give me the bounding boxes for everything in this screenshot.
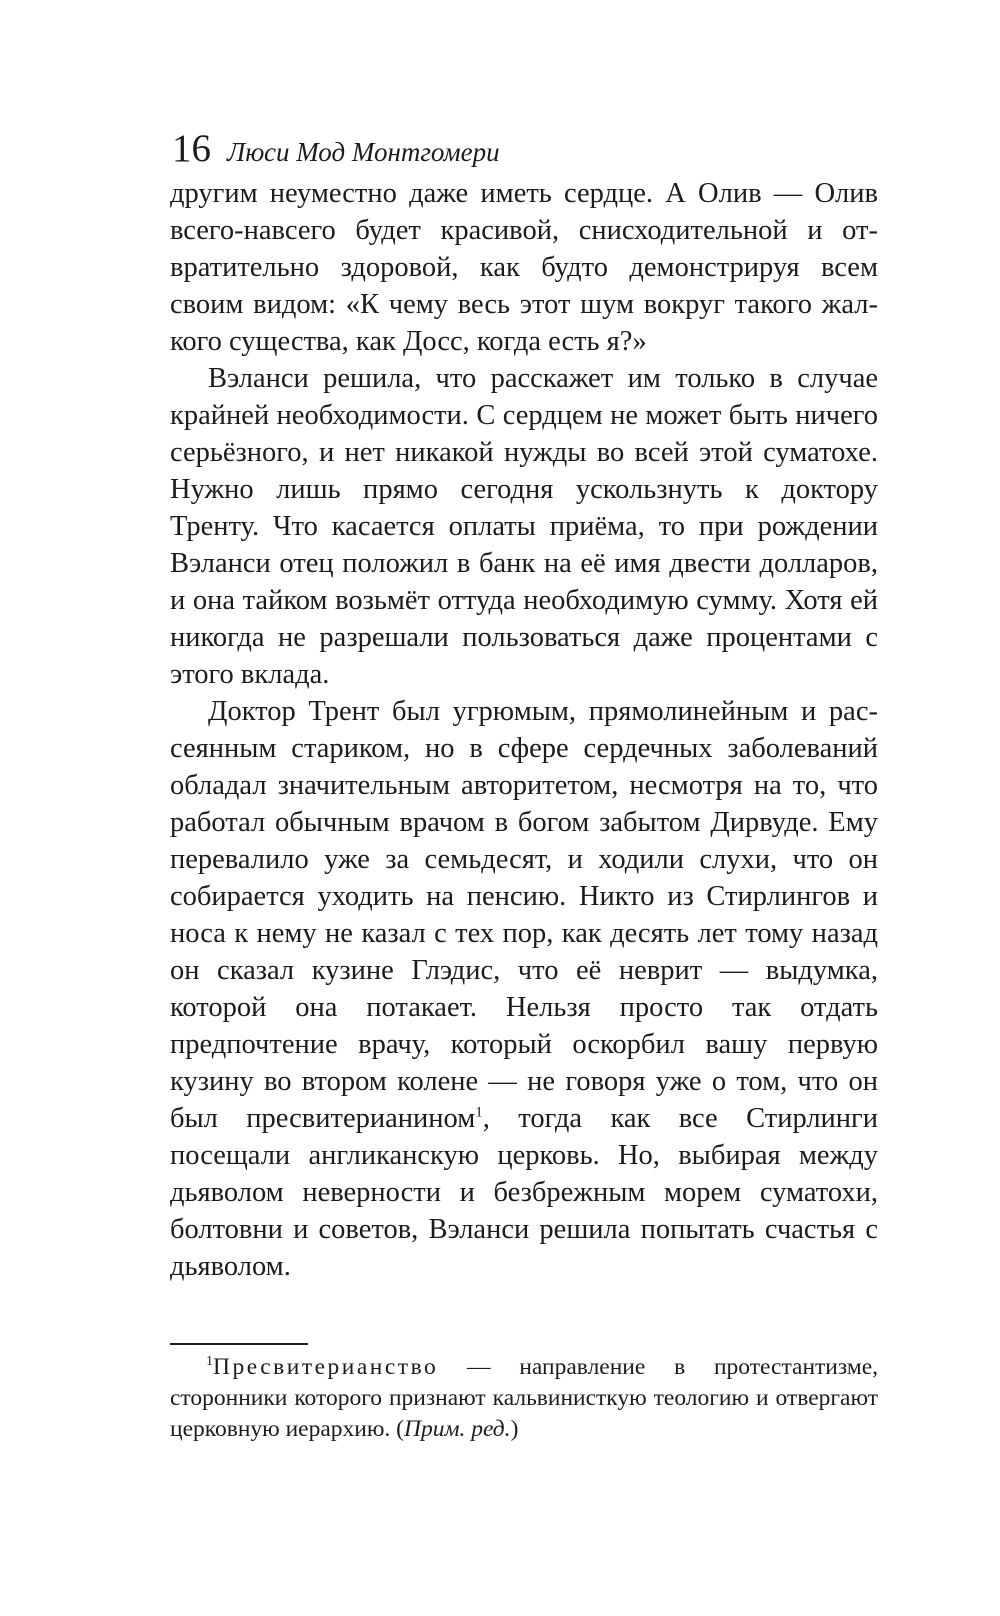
paragraph-1: другим неуместно даже иметь сердце. А Олив — Олив всего-навсего будет красивой, снисходительной и отвратительно здоровой, как будто демонстрируя всем своим видом: «К чему весь этот шум вокруг такого жалкого существа, как Досс, когда есть я?» bbox=[170, 178, 878, 357]
paragraph-2: Вэланси решила, что расскажет им только в случае крайней необходимости. С сердцем не может быть ничего серьёзного, и нет никакой нужды во всей этой суматохе. Нужно лишь прямо сегодня ускользнуть к доктору Тренту. Что касается оплаты приёма, то при рождении Вэланси отец положил в банк на её имя двести долларов, и она тайком возьмёт оттуда необходимую сумму. Хотя ей никогда не разрешали пользоваться даже процентами с этого вклада. bbox=[170, 363, 878, 690]
footnote bbox=[170, 1352, 878, 1445]
footnote-closing: ) bbox=[510, 1416, 519, 1442]
paragraph-3-text-after-note: , тогда как все Стирлинги посещали англиканскую церковь. Но, выбирая между дьяволом неверности и безбрежным морем суматохи, болтовни и советов, Вэланси решила попытать счастья с дьяволом. bbox=[170, 1103, 878, 1282]
paragraph-3 bbox=[170, 693, 878, 1285]
running-head bbox=[172, 124, 872, 174]
running-title-author: Люси Мод Монтгомери bbox=[227, 137, 500, 167]
footnote-text: — направление в протестантизме, сторонники которого признают кальвинисткую теологию и отвергают церковную иерархию. ( bbox=[170, 1354, 878, 1442]
footnote-divider bbox=[170, 1343, 308, 1345]
footnote-mark: 1 bbox=[206, 1354, 213, 1370]
footnote-editor-note: Прим. ред. bbox=[403, 1416, 511, 1442]
footnote-term: Пресвитерианство bbox=[213, 1354, 439, 1380]
page-number: 16 bbox=[172, 127, 211, 170]
paragraph-3-text-before-note: Доктор Трент был угрюмым, прямолинейным и рассеянным стариком, но в сфере сердечных заболеваний обладал значительным авторитетом, несмотря на то, что работал обычным врачом в богом забытом Дирвуде. Ему перевалило уже за семьдесят, и ходили слухи, что он собирается уходить на пенсию. Никто из Стирлингов и носа к нему не казал с тех пор, как десять лет тому назад он сказал кузине Глэдис, что её неврит — выдумка, которой она потакает. Нельзя просто так отдать предпочтение врачу, который оскорбил вашу первую кузину во втором колене — не говоря уже о том, что он был пресвитерианином bbox=[170, 696, 878, 1134]
footnote-reference[interactable]: 1 bbox=[475, 1104, 483, 1121]
body-text bbox=[170, 175, 878, 1285]
